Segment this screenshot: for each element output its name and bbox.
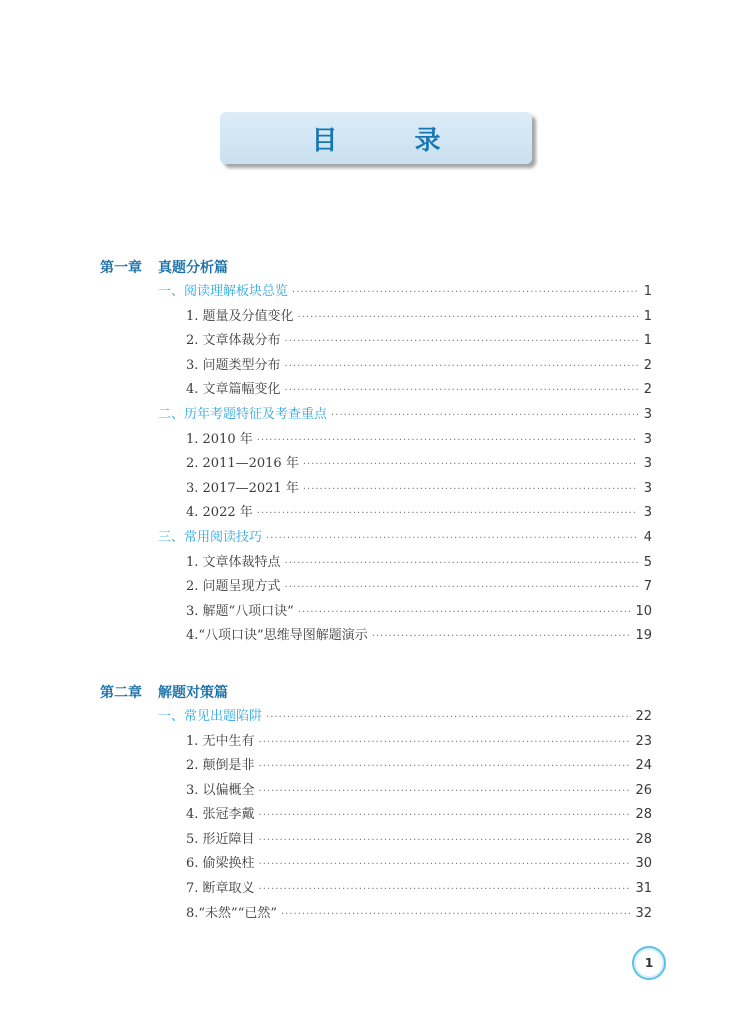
toc-page-number: 3 <box>643 480 652 496</box>
chapter-heading <box>100 256 652 280</box>
toc-item[interactable] <box>100 624 652 649</box>
toc-item-label: 5. 形近障目 <box>186 831 255 847</box>
title-banner <box>220 112 532 164</box>
toc-item-label: 3. 2017—2021 年 <box>186 480 299 496</box>
toc-item-label: 8.“未然”“已然” <box>186 905 277 921</box>
page-number-badge <box>632 946 666 980</box>
dot-leader <box>266 706 631 731</box>
toc-item[interactable] <box>100 378 652 403</box>
toc-item[interactable] <box>100 329 652 354</box>
toc-item[interactable] <box>100 902 652 927</box>
dot-leader <box>257 502 638 527</box>
toc-item[interactable] <box>100 828 652 853</box>
toc-page-number: 3 <box>643 505 652 521</box>
dot-leader <box>285 576 638 601</box>
toc-page-number: 23 <box>635 733 652 749</box>
toc-page-number: 3 <box>643 406 652 422</box>
toc-item-label: 4. 2022 年 <box>186 505 253 521</box>
toc-item-label: 7. 断章取义 <box>186 881 255 897</box>
toc-page-number: 3 <box>643 456 652 472</box>
dot-leader <box>266 527 638 552</box>
toc-item-label: 4.“八项口诀”思维导图解题演示 <box>186 628 368 644</box>
toc-page-number: 28 <box>635 807 652 823</box>
dot-leader <box>285 330 638 355</box>
dot-leader <box>257 429 638 454</box>
toc-item[interactable] <box>100 877 652 902</box>
toc-page-number: 4 <box>643 529 652 545</box>
toc-item-label: 4. 文章篇幅变化 <box>186 382 281 398</box>
toc-section-label: 三、常用阅读技巧 <box>158 529 263 545</box>
toc-section-label: 一、常见出题陷阱 <box>158 708 263 724</box>
toc-section-label: 二、历年考题特征及考查重点 <box>158 406 328 422</box>
dot-leader <box>298 601 632 626</box>
dot-leader <box>259 780 632 805</box>
toc-item[interactable] <box>100 754 652 779</box>
toc-item[interactable] <box>100 575 652 600</box>
chapter-heading <box>100 681 652 705</box>
toc-item-label: 2. 2011—2016 年 <box>186 456 299 472</box>
toc-page-number: 19 <box>635 628 652 644</box>
toc-page-number: 32 <box>635 905 652 921</box>
toc-item[interactable] <box>100 452 652 477</box>
dot-leader <box>292 281 638 306</box>
toc-item[interactable] <box>100 600 652 625</box>
chapter-number: 第二章 <box>100 684 142 701</box>
toc-item-label: 6. 偷梁换柱 <box>186 856 255 872</box>
toc-page-number: 10 <box>635 603 652 619</box>
toc-section[interactable] <box>100 403 652 428</box>
toc-page-number: 7 <box>643 579 652 595</box>
dot-leader <box>259 853 632 878</box>
toc-page-number: 1 <box>643 284 652 299</box>
toc-page-number: 5 <box>643 554 652 570</box>
toc-item-label: 3. 解题“八项口诀” <box>186 603 294 619</box>
dot-leader <box>331 404 638 429</box>
toc-item[interactable] <box>100 551 652 576</box>
table-of-contents <box>100 256 652 926</box>
dot-leader <box>259 878 632 903</box>
toc-item[interactable] <box>100 730 652 755</box>
dot-leader <box>281 903 631 928</box>
dot-leader <box>285 379 638 404</box>
dot-leader <box>285 552 638 577</box>
toc-page-number: 24 <box>635 758 652 774</box>
dot-leader <box>259 829 632 854</box>
toc-item[interactable] <box>100 501 652 526</box>
toc-section[interactable] <box>100 526 652 551</box>
dot-leader <box>285 355 638 380</box>
toc-page-number: 31 <box>635 881 652 897</box>
toc-item[interactable] <box>100 354 652 379</box>
toc-item-label: 2. 问题呈现方式 <box>186 579 281 595</box>
toc-page-number: 1 <box>643 333 652 349</box>
dot-leader <box>259 804 632 829</box>
dot-leader <box>259 755 632 780</box>
dot-leader <box>259 731 632 756</box>
toc-page-number: 28 <box>635 831 652 847</box>
toc-page-number: 3 <box>643 431 652 447</box>
toc-section[interactable] <box>100 280 652 305</box>
toc-item-label: 3. 问题类型分布 <box>186 357 281 373</box>
toc-item-label: 4. 张冠李戴 <box>186 807 255 823</box>
page-title: 目 录 <box>311 125 475 156</box>
dot-leader <box>303 453 638 478</box>
toc-item-label: 1. 文章体裁特点 <box>186 554 281 570</box>
toc-item[interactable] <box>100 803 652 828</box>
toc-item-label: 1. 2010 年 <box>186 431 253 447</box>
toc-item[interactable] <box>100 477 652 502</box>
toc-item[interactable] <box>100 305 652 330</box>
dot-leader <box>298 306 638 331</box>
dot-leader <box>372 625 632 650</box>
chapter-name: 真题分析篇 <box>158 260 228 276</box>
toc-page-number: 2 <box>643 382 652 398</box>
page-number: 1 <box>644 956 654 970</box>
toc-item[interactable] <box>100 779 652 804</box>
toc-page-number: 30 <box>635 856 652 872</box>
toc-item-label: 3. 以偏概全 <box>186 782 255 798</box>
dot-leader <box>303 478 638 503</box>
toc-item-label: 2. 颠倒是非 <box>186 758 255 774</box>
toc-item[interactable] <box>100 428 652 453</box>
toc-item[interactable] <box>100 852 652 877</box>
toc-item-label: 1. 题量及分值变化 <box>186 308 294 324</box>
toc-page-number: 1 <box>643 308 652 324</box>
toc-item-label: 2. 文章体裁分布 <box>186 333 281 349</box>
toc-page-number: 2 <box>643 357 652 373</box>
chapter-number: 第一章 <box>100 260 142 276</box>
toc-page-number: 26 <box>635 782 652 798</box>
toc-section[interactable] <box>100 705 652 730</box>
toc-item-label: 1. 无中生有 <box>186 733 255 749</box>
toc-page-number: 22 <box>635 708 652 724</box>
chapter-name: 解题对策篇 <box>158 684 228 701</box>
toc-section-label: 一、阅读理解板块总览 <box>158 284 289 299</box>
